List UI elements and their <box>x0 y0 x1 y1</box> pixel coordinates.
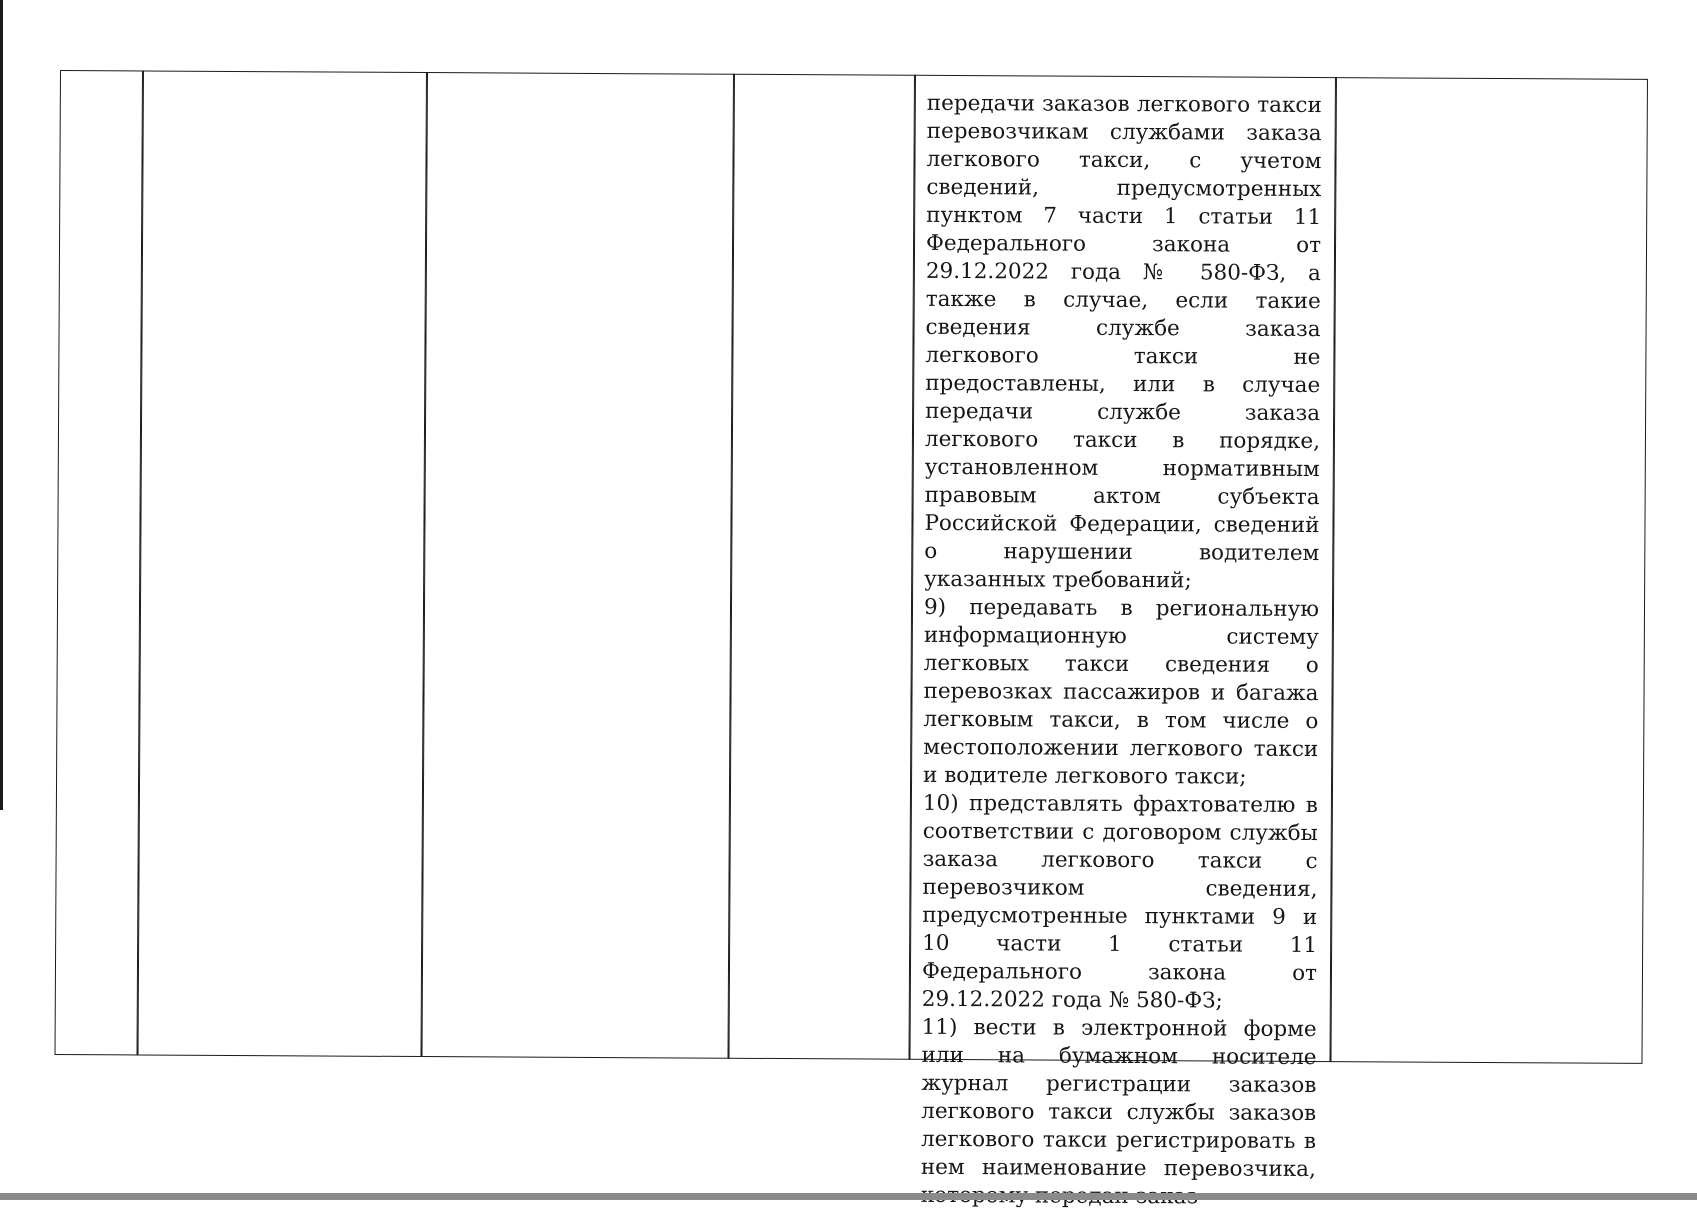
table-column-2 <box>136 70 427 1057</box>
requirements-paragraph: передачи заказов легкового такси перевозчикам службами заказа легкового такси, с учетом сведений, предусмотренных пунктом 7 части 1 статьи 11 Федерального закона от 29.12.2022 года № 580-ФЗ, а также в случае, если такие сведения службе заказа легкового такси не предоставлены, или в случае передачи службе заказа легкового такси в порядке, установленном нормативным правовым актом субъекта Российской Федерации, сведений о нарушении водителем указанных требований; <box>924 90 1322 594</box>
table-column-number <box>54 70 143 1055</box>
requirements-paragraph: 11) вести в электронной форме или на бумажном носителе журнал регистрации заказов легкового такси службы заказов легкового такси регистрировать в нем наименование перевозчика, <box>920 1014 1317 1183</box>
table-column-4 <box>727 74 915 1060</box>
requirements-paragraph: 9) передавать в региональную информационную систему легковых такси сведения о перевозках пассажиров и багажа легковым такси, в том числе о местоположении легкового такси и водителе легкового такси; <box>923 594 1320 790</box>
regulation-table <box>54 70 1647 1183</box>
table-column-6 <box>1329 77 1647 1064</box>
requirements-paragraph: 10) представлять фрахтователю в соответствии с договором службы заказа легкового такси с перевозчиком сведения, предусмотренные пунктами 9 и 10 части 1 статьи 11 Федерального закона от 29.12.2022 года № 580-ФЗ; <box>921 790 1318 1014</box>
table-column-3 <box>420 72 734 1059</box>
scan-left-edge <box>0 0 3 810</box>
scan-bottom-bar <box>0 1193 1697 1200</box>
requirements-text <box>909 76 1336 1212</box>
table-column-requirements <box>908 75 1336 1183</box>
